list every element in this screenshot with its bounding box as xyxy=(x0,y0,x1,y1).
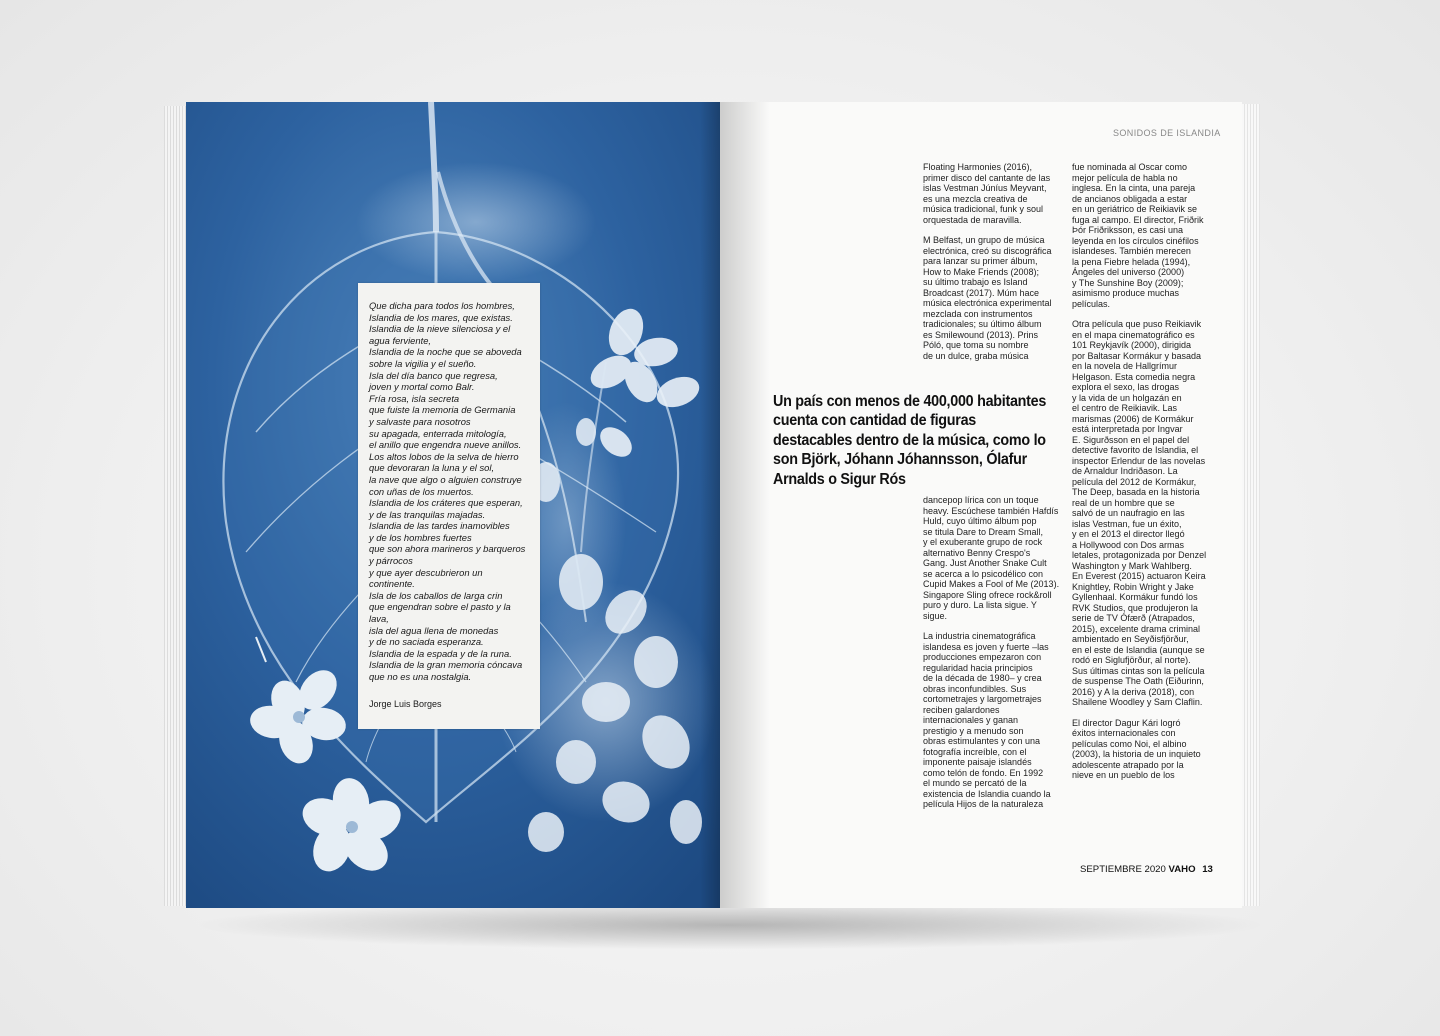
article-line: Shailene Woodley y Sam Claflin. xyxy=(1072,697,1203,707)
poem-line: que son ahora marineros y barqueros xyxy=(369,543,526,555)
poem-line: con uñas de los muertos. xyxy=(369,485,474,497)
article-line: fuga al campo. El director, Friðrik xyxy=(1072,214,1204,225)
article-line: islas Vestman, fue un éxito, xyxy=(1072,518,1182,529)
article-line: éxitos internacionales con xyxy=(1072,728,1176,738)
paragraph-gap xyxy=(923,621,1059,631)
article-line: se acerca a lo psicodélico con xyxy=(923,568,1044,579)
article-line: Ángeles del universo (2000) xyxy=(1072,267,1185,277)
article-line: Knightley, Robin Wright y Jake xyxy=(1072,581,1194,592)
article-line: El director Dagur Kári logró xyxy=(1072,717,1181,728)
article-line: Huld, cuyo último álbum pop xyxy=(923,516,1037,526)
poem-line: Islandia de la nieve silenciosa y el xyxy=(369,323,511,335)
poem-line: Islandia de la noche que se aboveda xyxy=(369,346,522,358)
article-line: rodó en Siglufjörður, al norte). xyxy=(1072,655,1191,665)
poem-line: su apagada, enterrada mitología, xyxy=(369,427,507,439)
article-line: tradicionales; su último álbum xyxy=(923,319,1042,329)
poem-line: isla del agua llena de monedas xyxy=(369,624,499,636)
article-line: regularidad hacia principios xyxy=(923,662,1033,673)
article-line: inspector Erlendur de las novelas xyxy=(1072,455,1206,466)
poem-line: que fuiste la memoria de Germania xyxy=(369,404,516,416)
article-line: En Everest (2015) actuaron Keira xyxy=(1072,571,1206,581)
article-line: de Arnaldur Indriðason. La xyxy=(1072,466,1178,476)
article-line: película Hijos de la naturaleza xyxy=(923,799,1044,809)
article-line: película del 2012 de Kormákur, xyxy=(1072,476,1197,487)
article-line: detective favorito de Islandia, el xyxy=(1072,445,1199,455)
article-line: heavy. Escúchese también Hafdís xyxy=(923,505,1059,516)
poem-line: Islandia de las tardes inamovibles xyxy=(369,520,510,532)
right-page-fold-shadow xyxy=(720,102,770,908)
footer-month-year: SEPTIEMBRE 2020 xyxy=(1080,864,1166,875)
poem-author: Jorge Luis Borges xyxy=(369,699,442,709)
article-line: internacionales y ganan xyxy=(923,715,1019,725)
article-line: Gang. Just Another Snake Cult xyxy=(923,558,1047,568)
article-line: música electrónica experimental xyxy=(923,298,1052,308)
article-line: en la novela de Hallgrímur xyxy=(1072,361,1178,371)
article-line: reciben galardones xyxy=(923,704,1000,715)
poem-line: Islandia de la espada y de la runa. xyxy=(369,647,512,659)
poem-text xyxy=(369,300,535,683)
article-line: en el mapa cinematográfico es xyxy=(1072,329,1195,340)
article-line: en el este de Islandia (aunque se xyxy=(1072,644,1205,655)
article-line: y la vida de un holgazán en xyxy=(1072,392,1182,403)
article-line: alternativo Benny Crespo's xyxy=(923,547,1031,558)
poem-line: Isla de los caballos de larga crin xyxy=(369,589,503,601)
article-line: de la década de 1980– y crea xyxy=(923,673,1042,683)
article-line: la pena Fiebre helada (1994), xyxy=(1072,256,1191,267)
article-line: E. Sigurðsson en el papel del xyxy=(1072,434,1190,445)
poem-line: y de no saciada esperanza. xyxy=(369,636,484,648)
article-line: es una mezcla creativa de xyxy=(923,193,1028,204)
column-2 xyxy=(1072,162,1206,781)
article-line: M Belfast, un grupo de música xyxy=(923,235,1045,245)
poem-line: y salvaste para nosotros xyxy=(369,415,471,427)
article-line: y el exuberante grupo de rock xyxy=(923,537,1043,547)
poem-line: Islandia de los mares, que existas. xyxy=(369,311,513,323)
poem-line: y de las tranquilas majadas. xyxy=(369,508,486,520)
poem-line: Que dicha para todos los hombres, xyxy=(369,300,515,311)
article-line: La industria cinematográfica xyxy=(923,631,1036,641)
article-line: de ancianos obligada a estar xyxy=(1072,193,1188,204)
article-line: el centro de Reikiavik. Las xyxy=(1072,403,1178,413)
poem-line: que devoraran la luna y el sol, xyxy=(369,462,495,474)
section-header: SONIDOS DE ISLANDIA xyxy=(1113,128,1221,138)
poem-line: lava, xyxy=(369,613,389,625)
poem-line: Isla del día banco que regresa, xyxy=(369,369,498,381)
poem-line: Islandia de la gran memoria cóncava xyxy=(369,659,523,671)
article-line: producciones empezaron con xyxy=(923,652,1042,662)
poem-line: el anillo que engendra nueve anillos. xyxy=(369,439,522,451)
article-line: salvó de un naufragio en las xyxy=(1072,508,1185,518)
article-line: y The Sunshine Boy (2009); xyxy=(1072,277,1184,288)
article-line: mezclada con instrumentos xyxy=(923,308,1033,319)
paragraph-gap xyxy=(1072,309,1206,319)
paragraph-gap xyxy=(1072,708,1206,718)
poem-line: Fría rosa, isla secreta xyxy=(369,392,460,404)
article-line: a Hollywood con Dos armas xyxy=(1072,539,1185,550)
headline: Un país con menos de 400,000 habitantes cuenta con cantidad de figuras destacables dentro de la música, como lo son Björk, Jóhann Jóhannsson, Ólafur Arnalds o Sigur Rós xyxy=(773,393,1047,488)
article-line: música tradicional, funk y soul xyxy=(923,204,1044,214)
poem-line: que engendran sobre el pasto y la xyxy=(369,601,511,613)
article-line: el mundo se percató de la xyxy=(923,778,1027,788)
article-line: The Deep, basada en la historia xyxy=(1072,487,1200,497)
article-line: Broadcast (2017). Múm hace xyxy=(923,287,1040,298)
poem-line: Los altos lobos de la selva de hierro xyxy=(369,450,519,462)
column-1-bottom xyxy=(923,495,1059,810)
article-line: está interpretada por Ingvar xyxy=(1072,424,1183,434)
poem-line: Islandia de los cráteres que esperan, xyxy=(369,497,523,509)
article-line: How to Make Friends (2008); xyxy=(923,266,1040,277)
article-line: real de un hombre que se xyxy=(1072,497,1175,508)
article-line: fotografía increíble, con el xyxy=(923,746,1027,757)
article-line: Þór Friðriksson, es casi una xyxy=(1072,225,1184,235)
poem-line: agua ferviente, xyxy=(369,334,432,346)
article-line: nieve en un pueblo de los xyxy=(1072,770,1175,780)
article-line: serie de TV Ófærð (Atrapados, xyxy=(1072,613,1195,623)
article-line: sigue. xyxy=(923,610,948,621)
article-line: Floating Harmonies (2016), xyxy=(923,162,1033,172)
article-line: Cupid Makes a Fool of Me (2013). xyxy=(923,579,1060,589)
article-line: letales, protagonizada por Denzel xyxy=(1072,550,1207,560)
article-line: 101 Reykjavík (2000), dirigida xyxy=(1072,340,1192,350)
poem-line: y que ayer descubrieron un xyxy=(369,566,483,578)
article-line: de un dulce, graba música xyxy=(923,350,1029,361)
article-line: explora el sexo, las drogas xyxy=(1072,382,1180,392)
paragraph-gap xyxy=(923,225,1052,235)
article-line: existencia de Islandia cuando la xyxy=(923,788,1051,799)
article-line: Gyllenhaal. Kormákur fundó los xyxy=(1072,592,1198,602)
article-line: por Baltasar Kormákur y basada xyxy=(1072,350,1202,361)
poem-line: joven y mortal como Balr. xyxy=(369,381,475,393)
article-line: es Smilewound (2013). Prins xyxy=(923,329,1039,340)
article-line: obras estimulantes y con una xyxy=(923,736,1041,746)
article-line: cortometrajes y largometrajes xyxy=(923,694,1042,704)
article-line: islandesa es joven y fuerte –las xyxy=(923,641,1049,652)
poem-line: y párrocos xyxy=(369,555,413,567)
article-line: imponente paisaje islandés xyxy=(923,757,1032,767)
article-line: orquestada de maravilla. xyxy=(923,214,1022,225)
article-line: RVK Studios, que produjeron la xyxy=(1072,602,1198,613)
article-line: y en el 2013 el director llegó xyxy=(1072,529,1185,539)
poem-line: y de los hombres fuertes xyxy=(369,531,472,543)
article-line: ambientado en Seyðisfjörður, xyxy=(1072,634,1189,644)
page-number: 13 xyxy=(1202,864,1213,875)
article-line: islas Vestman Júníus Meyvant, xyxy=(923,183,1047,193)
footer-brand: VAHO xyxy=(1168,864,1196,875)
article-line: fue nominada al Oscar como xyxy=(1072,162,1188,172)
article-line: obras inconfundibles. Sus xyxy=(923,683,1027,694)
article-line: marismas (2006) de Kormákur xyxy=(1072,413,1194,424)
article-line: Póló, que toma su nombre xyxy=(923,340,1029,350)
article-line: puro y duro. La lista sigue. Y xyxy=(923,600,1037,610)
article-line: Singapore Sling ofrece rock&roll xyxy=(923,589,1052,600)
article-line: en un geriátrico de Reikiavik se xyxy=(1072,204,1198,214)
article-line: 2016) y A la deriva (2018), con xyxy=(1072,686,1195,697)
article-line: dancepop lírica con un toque xyxy=(923,495,1039,505)
article-line: asimismo produce muchas xyxy=(1072,288,1180,298)
article-line: Otra película que puso Reikiavik xyxy=(1072,319,1202,329)
page-footer xyxy=(1080,864,1213,875)
article-line: Helgason. Esta comedia negra xyxy=(1072,371,1196,382)
poem-line: que no es una nostalgia. xyxy=(369,671,472,682)
column-1-top xyxy=(923,162,1052,361)
article-line: primer disco del cantante de las xyxy=(923,172,1051,183)
article-line: películas como Noi, el albino xyxy=(1072,738,1187,749)
article-line: adolescente atrapado por la xyxy=(1072,759,1184,770)
article-line: como telón de fondo. En 1992 xyxy=(923,767,1044,778)
article-line: prestigio y a menudo son xyxy=(923,725,1024,736)
article-line: Sus últimas cintas son la película xyxy=(1072,665,1205,676)
article-line: leyenda en los círculos cinéfilos xyxy=(1072,235,1199,246)
article-line: inglesa. En la cinta, una pareja xyxy=(1072,183,1196,193)
poem-line: sobre la vigilia y el sueño. xyxy=(369,357,477,369)
article-line: de suspense The Oath (Eiðurinn, xyxy=(1072,676,1204,686)
poem-line: continente. xyxy=(369,578,415,590)
article-line: islandeses. También merecen xyxy=(1072,246,1191,256)
article-line: (2003), la historia de un inquieto xyxy=(1072,749,1201,759)
article-line: su último trabajo es Island xyxy=(923,277,1028,287)
article-line: electrónica, creó su discográfica xyxy=(923,245,1052,256)
article-line: se titula Dare to Dream Small, xyxy=(923,526,1044,537)
article-line: para lanzar su primer álbum, xyxy=(923,256,1038,266)
article-line: mejor película de habla no xyxy=(1072,172,1178,183)
article-line: 2015), excelente drama criminal xyxy=(1072,623,1201,634)
poem-line: la nave que algo o alguien construye xyxy=(369,473,522,485)
article-line: películas. xyxy=(1072,298,1111,309)
article-line: Washington y Mark Wahlberg. xyxy=(1072,560,1192,571)
